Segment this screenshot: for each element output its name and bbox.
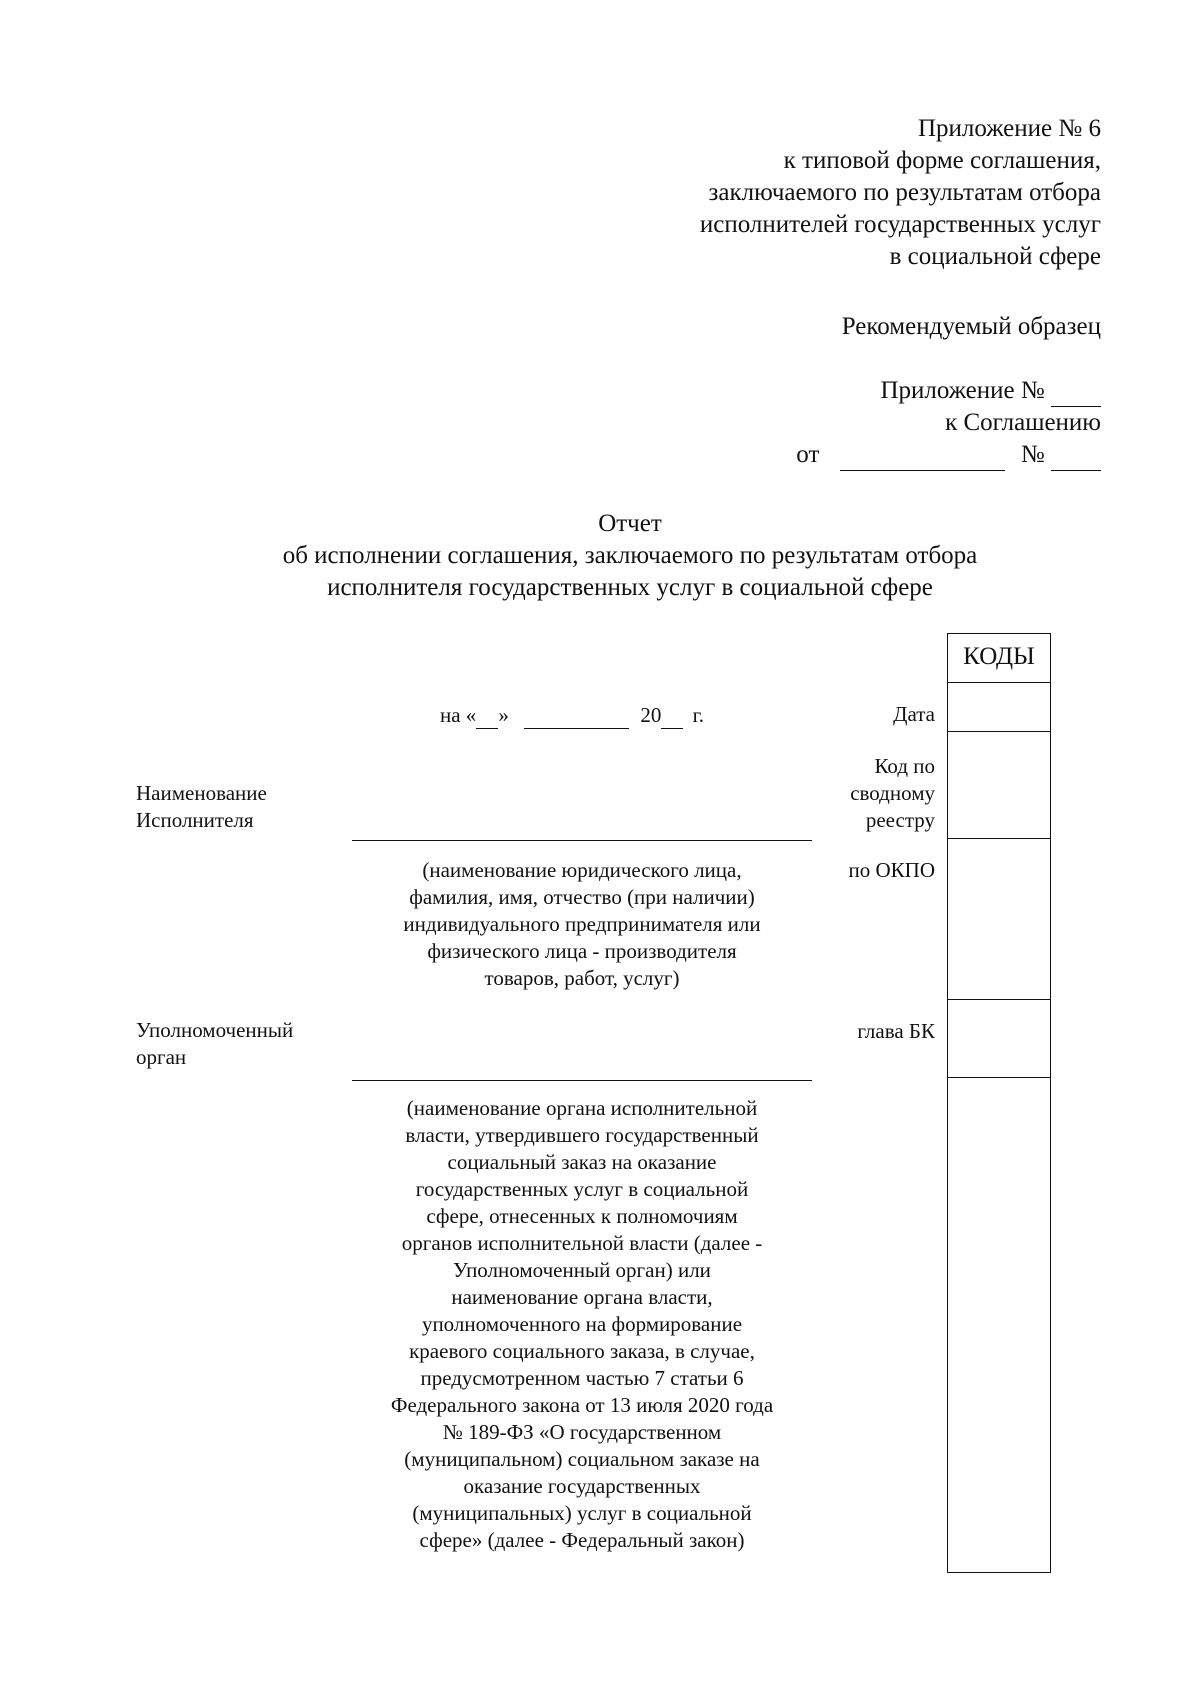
codes-header: КОДЫ bbox=[963, 643, 1035, 670]
authority-name-field[interactable] bbox=[352, 1080, 812, 1081]
agreement-number-blank[interactable] bbox=[1051, 470, 1101, 471]
code-label-line: Код по bbox=[874, 754, 935, 778]
hint-line: социальный заказ на оказание bbox=[447, 1150, 717, 1174]
hint-line: государственных услуг в социальной bbox=[415, 1177, 749, 1201]
appendix-heading bbox=[541, 113, 1101, 273]
appendix-line: в социальной сфере bbox=[889, 243, 1101, 270]
hint-line: индивидуального предпринимателя или bbox=[403, 912, 761, 936]
agreement-number-label: № bbox=[1020, 441, 1045, 468]
date-month-blank[interactable] bbox=[524, 728, 629, 729]
agreement-date-blank[interactable] bbox=[840, 470, 1005, 471]
appendix-line: заключаемого по результатам отбора bbox=[708, 179, 1101, 206]
code-label-line: Дата bbox=[893, 702, 935, 726]
codes-column bbox=[947, 633, 1051, 1573]
hint-line: власти, утвердившего государственный bbox=[405, 1123, 759, 1147]
hint-line: (наименование юридического лица, bbox=[422, 858, 742, 882]
date-year-suffix: г. bbox=[692, 703, 705, 727]
executor-label-line: Наименование bbox=[136, 781, 267, 805]
agreement-reference bbox=[701, 375, 1101, 471]
agreement-ref-line1 bbox=[701, 375, 1101, 407]
code-label-registry bbox=[850, 753, 935, 834]
executor-name-field[interactable] bbox=[352, 840, 812, 841]
code-label-line: по ОКПО bbox=[848, 858, 935, 882]
code-label-line: глава БК bbox=[857, 1019, 935, 1043]
date-year-prefix: 20 bbox=[640, 703, 662, 727]
authority-label bbox=[136, 1017, 293, 1071]
agreement-from-label: от bbox=[796, 441, 820, 468]
report-subtitle-line: исполнителя государственных услуг в социальной сфере bbox=[327, 574, 933, 601]
code-label-bk bbox=[857, 1018, 935, 1045]
hint-line: органов исполнительной власти (далее - bbox=[401, 1231, 763, 1255]
appendix-line: исполнителей государственных услуг bbox=[699, 211, 1101, 238]
code-cell-bk-top bbox=[948, 999, 1050, 1000]
code-label-date bbox=[893, 701, 935, 728]
hint-line: (муниципальных) услуг в социальной bbox=[412, 1501, 752, 1525]
agreement-ref-line2: к Соглашению bbox=[945, 409, 1101, 436]
hint-line: фамилия, имя, отчество (при наличии) bbox=[409, 885, 755, 909]
hint-line: оказание государственных bbox=[463, 1474, 701, 1498]
agreement-appendix-label: Приложение № bbox=[880, 377, 1045, 404]
hint-line: товаров, работ, услуг) bbox=[484, 966, 680, 990]
hint-line: (муниципальном) социальном заказе на bbox=[404, 1447, 760, 1471]
hint-line: Уполномоченный орган) или bbox=[453, 1258, 711, 1282]
date-prefix: на « bbox=[440, 703, 477, 727]
hint-line: сфере, отнесенных к полномочиям bbox=[426, 1204, 738, 1228]
authority-hint bbox=[352, 1095, 812, 1554]
hint-line: Федерального закона от 13 июля 2020 года bbox=[390, 1393, 774, 1417]
date-day-blank[interactable] bbox=[476, 728, 498, 729]
report-title-block bbox=[0, 508, 1200, 604]
executor-label-line: Исполнителя bbox=[136, 808, 254, 832]
hint-line: № 189-ФЗ «О государственном bbox=[442, 1420, 722, 1444]
code-cell-registry-top bbox=[948, 731, 1050, 732]
code-cell-okpo-top bbox=[948, 838, 1050, 839]
executor-hint bbox=[352, 857, 812, 992]
appendix-line: Приложение № 6 bbox=[917, 115, 1101, 142]
date-close-quote: » bbox=[498, 703, 509, 727]
authority-label-line: орган bbox=[136, 1045, 187, 1069]
executor-label bbox=[136, 780, 267, 834]
code-cell-bk-bottom bbox=[948, 1077, 1050, 1078]
hint-line: наименование органа власти, bbox=[451, 1285, 713, 1309]
code-label-line: реестру bbox=[865, 808, 935, 832]
hint-line: физического лица - производителя bbox=[427, 939, 737, 963]
report-date-line bbox=[440, 702, 704, 729]
code-label-okpo bbox=[849, 857, 936, 884]
hint-line: предусмотренном частью 7 статьи 6 bbox=[420, 1366, 744, 1390]
hint-line: краевого социального заказа, в случае, bbox=[409, 1339, 755, 1363]
hint-line: уполномоченного на формирование bbox=[421, 1312, 743, 1336]
agreement-ref-line3 bbox=[701, 439, 1101, 471]
authority-label-line: Уполномоченный bbox=[136, 1018, 294, 1042]
date-year-blank[interactable] bbox=[661, 728, 683, 729]
code-label-line: сводному bbox=[850, 781, 935, 805]
report-title: Отчет bbox=[598, 510, 662, 537]
hint-line: (наименование органа исполнительной bbox=[406, 1096, 758, 1120]
code-cell-date-top bbox=[948, 682, 1050, 683]
appendix-line: к типовой форме соглашения, bbox=[783, 147, 1101, 174]
hint-line: сфере» (далее - Федеральный закон) bbox=[419, 1528, 745, 1552]
sample-label: Рекомендуемый образец bbox=[841, 313, 1101, 340]
report-subtitle-line: об исполнении соглашения, заключаемого по результатам отбора bbox=[282, 542, 978, 569]
